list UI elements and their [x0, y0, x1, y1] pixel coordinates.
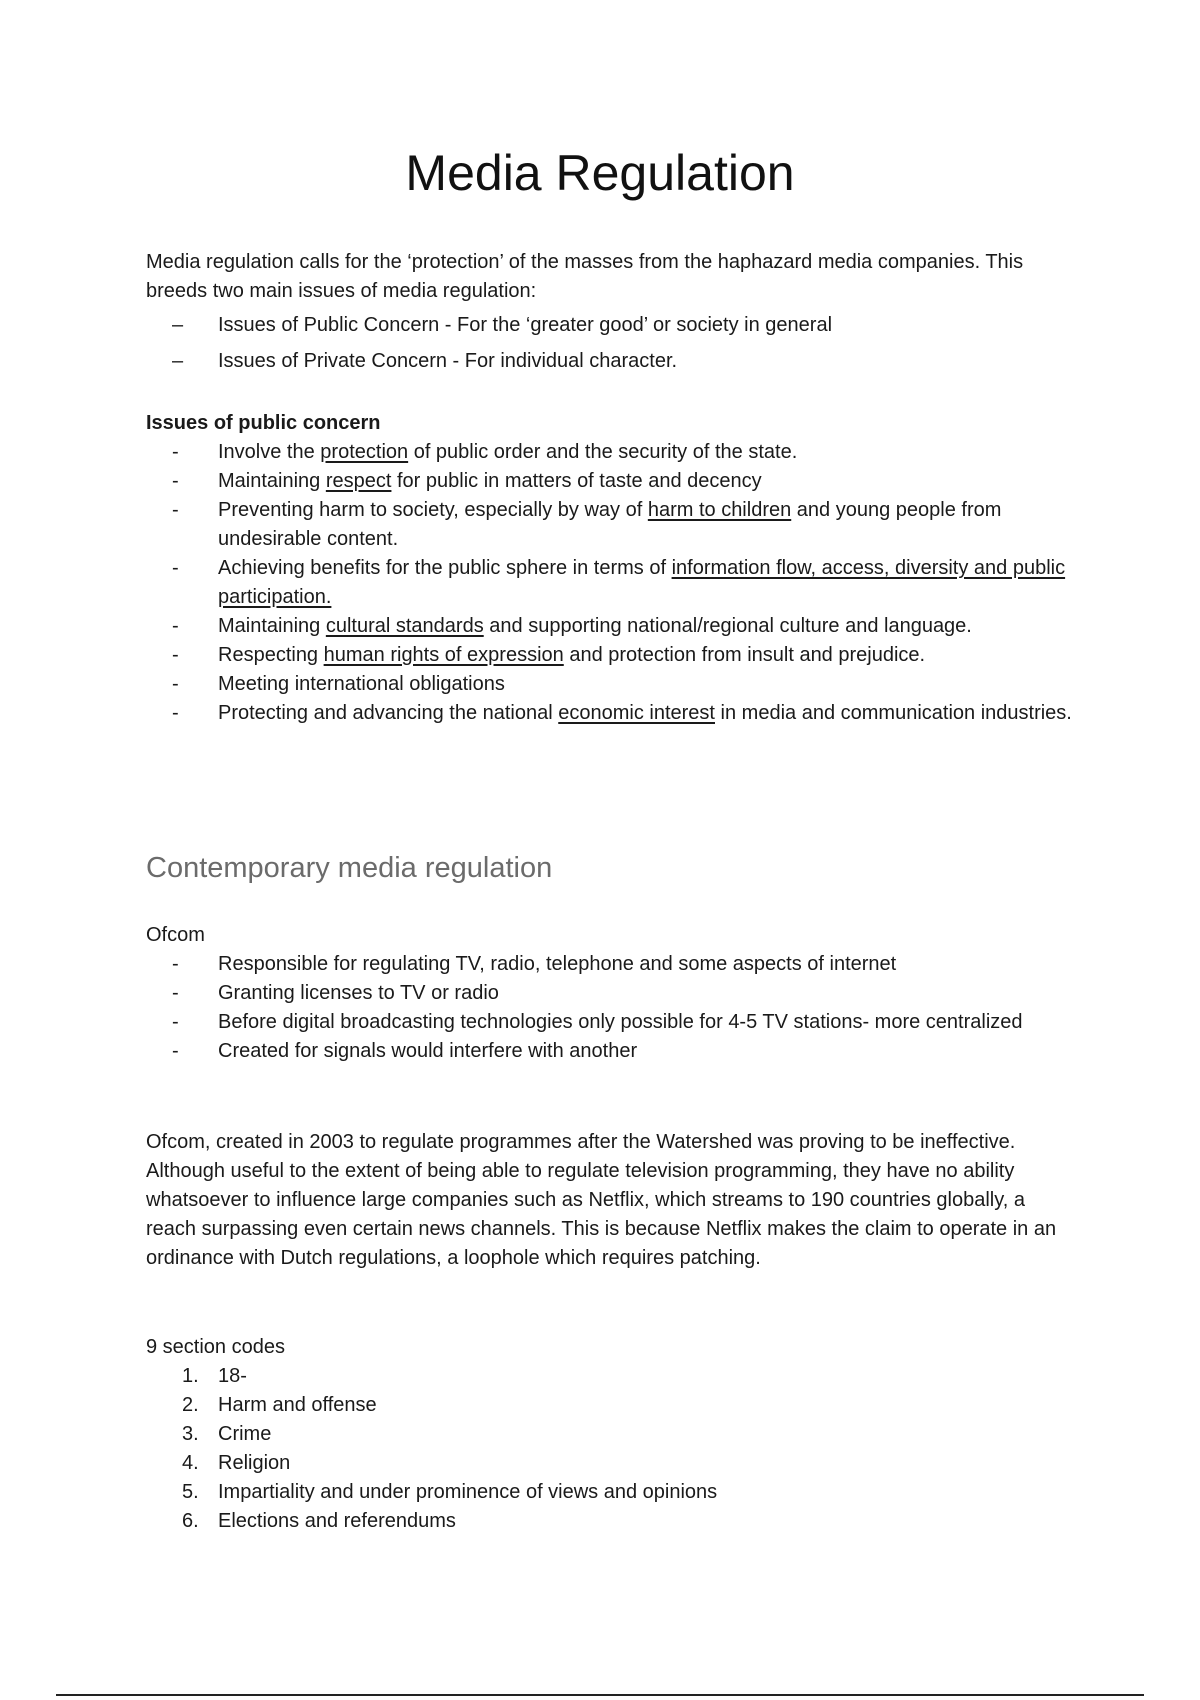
bullet-marker: - [172, 557, 179, 579]
list-item [146, 1507, 717, 1536]
item-text-before: Maintaining [218, 470, 326, 492]
list-item [146, 311, 1076, 340]
ofcom-paragraph: Ofcom, created in 2003 to regulate programmes after the Watershed was proving to be ineffective. Although useful to the extent of being able to regulate television programming, they have no ability whatsoever to influence large companies such as Netflix, which streams to 190 countries globally, a reach surpassing even certain news channels. This is because Netflix makes the claim to operate in an ordinance with Dutch regulations, a loophole which requires patching. [146, 1131, 1057, 1269]
list-item [146, 496, 1076, 554]
bullet-marker: - [172, 499, 179, 521]
list-item-text: Responsible for regulating TV, radio, telephone and some aspects of internet [218, 953, 897, 975]
footer-divider [56, 1694, 1144, 1696]
bullet-marker: - [172, 1011, 179, 1033]
bullet-marker: - [172, 441, 179, 463]
item-text-after: in media and communication industries. [715, 702, 1072, 724]
item-text-after: and protection from insult and prejudice. [563, 644, 926, 666]
list-item [146, 1037, 1076, 1066]
bullet-marker: – [172, 314, 184, 336]
item-text-after: of public order and the security of the state. [408, 441, 798, 463]
ofcom-list [146, 950, 1076, 1066]
section-codes-list [146, 1362, 717, 1536]
item-text-underlined: economic interest [558, 702, 715, 724]
item-text-after: and young people from undesirable content. [218, 499, 1002, 550]
intro-paragraph: Media regulation calls for the ‘protection’ of the masses from the haphazard media companies. This breeds two main issues of media regulation: [146, 251, 1024, 302]
list-item-text: Created for signals would interfere with another [218, 1040, 638, 1062]
bullet-marker: - [172, 615, 179, 637]
list-item [146, 670, 1076, 699]
list-item-text: Elections and referendums [218, 1510, 456, 1532]
bullet-marker: - [172, 953, 179, 975]
list-item [146, 641, 1076, 670]
list-item [146, 1478, 717, 1507]
item-text-underlined: human rights of expression [323, 644, 564, 666]
list-item [146, 1362, 717, 1391]
ofcom-label: Ofcom [146, 924, 205, 946]
list-number: 5. [182, 1481, 199, 1503]
bullet-marker: – [172, 350, 184, 372]
section-codes-label: 9 section codes [146, 1336, 285, 1358]
item-text-before: Achieving benefits for the public sphere in terms of [218, 557, 672, 579]
item-text-before: Maintaining [218, 615, 326, 637]
item-text-before: Meeting international obligations [218, 673, 505, 695]
list-number: 4. [182, 1452, 199, 1474]
public-concern-list [146, 438, 1076, 728]
item-text-before: Protecting and advancing the national [218, 702, 559, 724]
list-item [146, 950, 1076, 979]
bullet-marker: - [172, 1040, 179, 1062]
list-number: 2. [182, 1394, 199, 1416]
list-item-text: 18- [218, 1365, 247, 1387]
list-item [146, 1449, 717, 1478]
list-item-text: Before digital broadcasting technologies only possible for 4-5 TV stations- more centralized [218, 1011, 1023, 1033]
item-text-underlined: harm to children [647, 499, 792, 521]
item-text-underlined: protection [320, 441, 409, 463]
item-text-after: for public in matters of taste and decency [391, 470, 762, 492]
contemporary-heading: Contemporary media regulation [146, 852, 553, 884]
list-number: 1. [182, 1365, 199, 1387]
list-item [146, 554, 1076, 612]
list-item [146, 347, 1076, 376]
list-item-text: Issues of Private Concern - For individual character. [218, 350, 678, 372]
list-item [146, 467, 1076, 496]
list-item-text: Issues of Public Concern - For the ‘greater good’ or society in general [218, 314, 833, 336]
item-text-before: Involve the [218, 441, 321, 463]
item-text-underlined: respect [325, 470, 392, 492]
list-item [146, 699, 1076, 728]
bullet-marker: - [172, 470, 179, 492]
list-number: 6. [182, 1510, 199, 1532]
list-item-text: Harm and offense [218, 1394, 377, 1416]
list-item [146, 1008, 1076, 1037]
list-item [146, 979, 1076, 1008]
item-text-after: and supporting national/regional culture and language. [483, 615, 972, 637]
bullet-marker: - [172, 644, 179, 666]
list-number: 3. [182, 1423, 199, 1445]
item-text-underlined: information flow, access, diversity and public participation. [218, 557, 1066, 608]
list-item [146, 438, 1076, 467]
item-text-before: Respecting [218, 644, 324, 666]
list-item-text: Granting licenses to TV or radio [218, 982, 499, 1004]
page-title: Media Regulation [405, 145, 795, 201]
item-text-before: Preventing harm to society, especially by way of [218, 499, 648, 521]
list-item [146, 1420, 717, 1449]
list-item [146, 612, 1076, 641]
item-text-underlined: cultural standards [325, 615, 484, 637]
list-item-text: Religion [218, 1452, 291, 1474]
public-concern-heading: Issues of public concern [146, 412, 381, 434]
bullet-marker: - [172, 702, 179, 724]
list-item-text: Impartiality and under prominence of views and opinions [218, 1481, 718, 1503]
concern-types-list [146, 311, 1076, 383]
list-item-text: Crime [218, 1423, 272, 1445]
bullet-marker: - [172, 673, 179, 695]
list-item [146, 1391, 717, 1420]
bullet-marker: - [172, 982, 179, 1004]
